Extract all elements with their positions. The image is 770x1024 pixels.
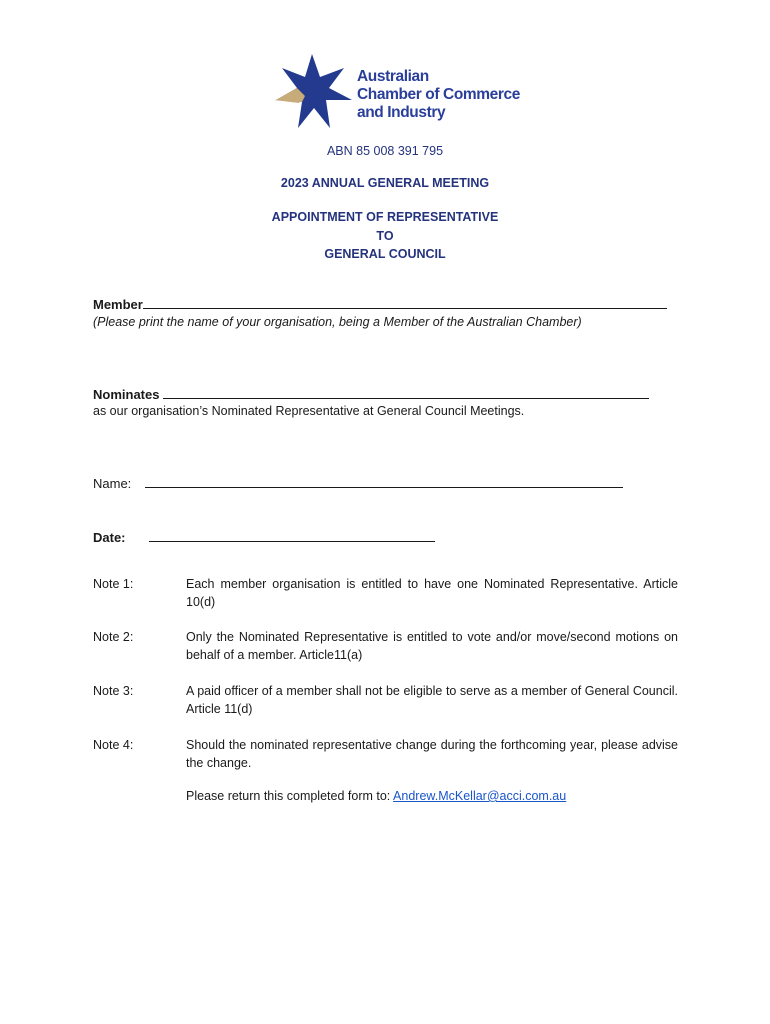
form-title-line-3: GENERAL COUNCIL	[324, 247, 446, 261]
name-label: Name:	[93, 476, 132, 491]
form-title-line-2: TO	[376, 228, 394, 243]
date-row	[93, 529, 435, 545]
logo-line-3: and Industry	[357, 104, 446, 121]
email-link[interactable]: Andrew.McKellar@acci.com.au	[393, 789, 567, 803]
logo-wordmark	[357, 68, 520, 122]
name-row	[93, 475, 623, 491]
acci-logo	[272, 52, 520, 132]
date-label: Date:	[93, 530, 126, 545]
nominates-hint: as our organisation’s Nominated Representative at General Council Meetings.	[93, 404, 525, 418]
member-field[interactable]	[143, 296, 667, 309]
logo-line-1: Australian	[357, 68, 429, 85]
note-label: Note 2:	[93, 630, 134, 644]
note-label: Note 3:	[93, 684, 134, 698]
note-text: Only the Nominated Representative is entitled to vote and/or move/second motions on behalf of a member. Article11(a)	[186, 630, 678, 662]
note-text: Each member organisation is entitled to have one Nominated Representative. Article 10(d)	[186, 577, 678, 609]
nominates-label: Nominates	[93, 387, 160, 402]
nominates-field[interactable]	[163, 386, 649, 399]
abn-number: ABN 85 008 391 795	[326, 144, 444, 158]
note-label: Note 4:	[93, 738, 134, 752]
return-text: Please return this completed form to:	[186, 789, 394, 803]
name-field[interactable]	[145, 475, 623, 488]
note-label: Note 1:	[93, 577, 134, 591]
note-text: A paid officer of a member shall not be eligible to serve as a member of General Council. Article 11(d)	[186, 684, 678, 716]
date-field[interactable]	[149, 529, 435, 542]
nominates-row	[93, 386, 649, 402]
member-label: Member	[93, 297, 143, 312]
logo-line-2: Chamber of Commerce	[357, 86, 520, 103]
member-row	[93, 296, 667, 312]
star-icon	[272, 52, 356, 132]
form-title-line-1: APPOINTMENT OF REPRESENTATIVE	[271, 210, 499, 224]
form-title	[0, 208, 770, 264]
return-instructions	[186, 789, 566, 803]
member-hint: (Please print the name of your organisation, being a Member of the Australian Chamber)	[93, 315, 582, 329]
meeting-title: 2023 ANNUAL GENERAL MEETING	[280, 176, 490, 190]
note-text: Should the nominated representative change during the forthcoming year, please advise the change.	[186, 738, 678, 770]
